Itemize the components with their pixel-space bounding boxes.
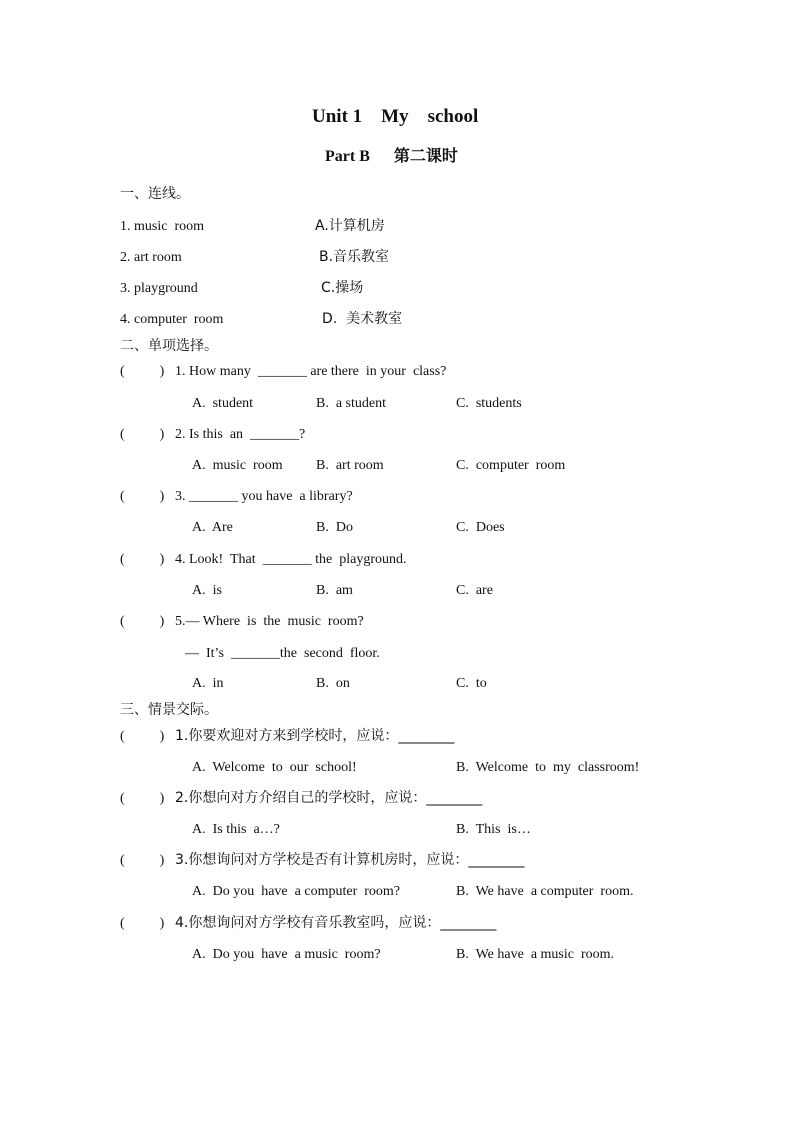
page-title: Unit 1 My school	[312, 106, 479, 127]
answer-blank[interactable]: ( )	[120, 853, 165, 868]
question-stem: 3.你想询问对方学校是否有计算机房时，应说：________	[175, 852, 525, 868]
question-stem: 1. How many _______ are there in your class?	[175, 364, 447, 379]
answer-blank[interactable]: ( )	[120, 791, 165, 806]
match-right-item: B.音乐教室	[319, 249, 390, 265]
option-b: B. We have a music room.	[456, 947, 615, 962]
option-b: B. Welcome to my classroom!	[456, 760, 640, 775]
option-c: C. computer room	[456, 458, 566, 473]
answer-blank[interactable]: ( )	[120, 916, 165, 931]
page-subtitle: Part B 第二课时	[325, 148, 458, 165]
option-b: B. am	[316, 583, 353, 598]
match-right-item: D. 美术教室	[322, 311, 403, 327]
question-stem-continued: — It’s _______the second floor.	[185, 646, 380, 661]
option-a: A. is	[192, 583, 222, 598]
option-a: A. Do you have a computer room?	[192, 884, 400, 899]
match-right-item: A.计算机房	[315, 218, 385, 234]
option-c: C. students	[456, 396, 522, 411]
option-c: C. are	[456, 583, 493, 598]
answer-blank[interactable]: ( )	[120, 729, 165, 744]
answer-blank[interactable]: ( )	[120, 364, 165, 379]
answer-blank[interactable]: ( )	[120, 427, 165, 442]
option-a: A. music room	[192, 458, 283, 473]
option-b: B. We have a computer room.	[456, 884, 634, 899]
option-a: A. in	[192, 676, 224, 691]
section-heading-situational: 三、情景交际。	[120, 702, 218, 718]
match-left-item: 3. playground	[120, 281, 198, 296]
option-a: A. student	[192, 396, 254, 411]
match-left-item: 2. art room	[120, 250, 182, 265]
question-stem: 5.— Where is the music room?	[175, 614, 364, 629]
match-left-item: 1. music room	[120, 219, 204, 234]
question-stem: 2. Is this an _______?	[175, 427, 306, 442]
question-stem: 3. _______ you have a library?	[175, 489, 353, 504]
answer-blank[interactable]: ( )	[120, 552, 165, 567]
option-b: B. on	[316, 676, 350, 691]
match-right-item: C.操场	[321, 280, 364, 296]
answer-blank[interactable]: ( )	[120, 614, 165, 629]
section-heading-multiple-choice: 二、单项选择。	[120, 338, 218, 354]
match-left-item: 4. computer room	[120, 312, 224, 327]
question-stem: 1.你要欢迎对方来到学校时，应说：________	[175, 728, 455, 744]
option-c: C. to	[456, 676, 487, 691]
option-c: C. Does	[456, 520, 505, 535]
question-stem: 4. Look! That _______ the playground.	[175, 552, 407, 567]
question-stem: 2.你想向对方介绍自己的学校时，应说：________	[175, 790, 483, 806]
section-heading-matching: 一、连线。	[120, 186, 190, 202]
option-a: A. Do you have a music room?	[192, 947, 381, 962]
option-a: A. Are	[192, 520, 233, 535]
option-b: B. This is…	[456, 822, 531, 837]
option-b: B. a student	[316, 396, 386, 411]
option-a: A. Is this a…?	[192, 822, 280, 837]
answer-blank[interactable]: ( )	[120, 489, 165, 504]
option-a: A. Welcome to our school!	[192, 760, 357, 775]
option-b: B. art room	[316, 458, 384, 473]
question-stem: 4.你想询问对方学校有音乐教室吗，应说：________	[175, 915, 497, 931]
option-b: B. Do	[316, 520, 353, 535]
